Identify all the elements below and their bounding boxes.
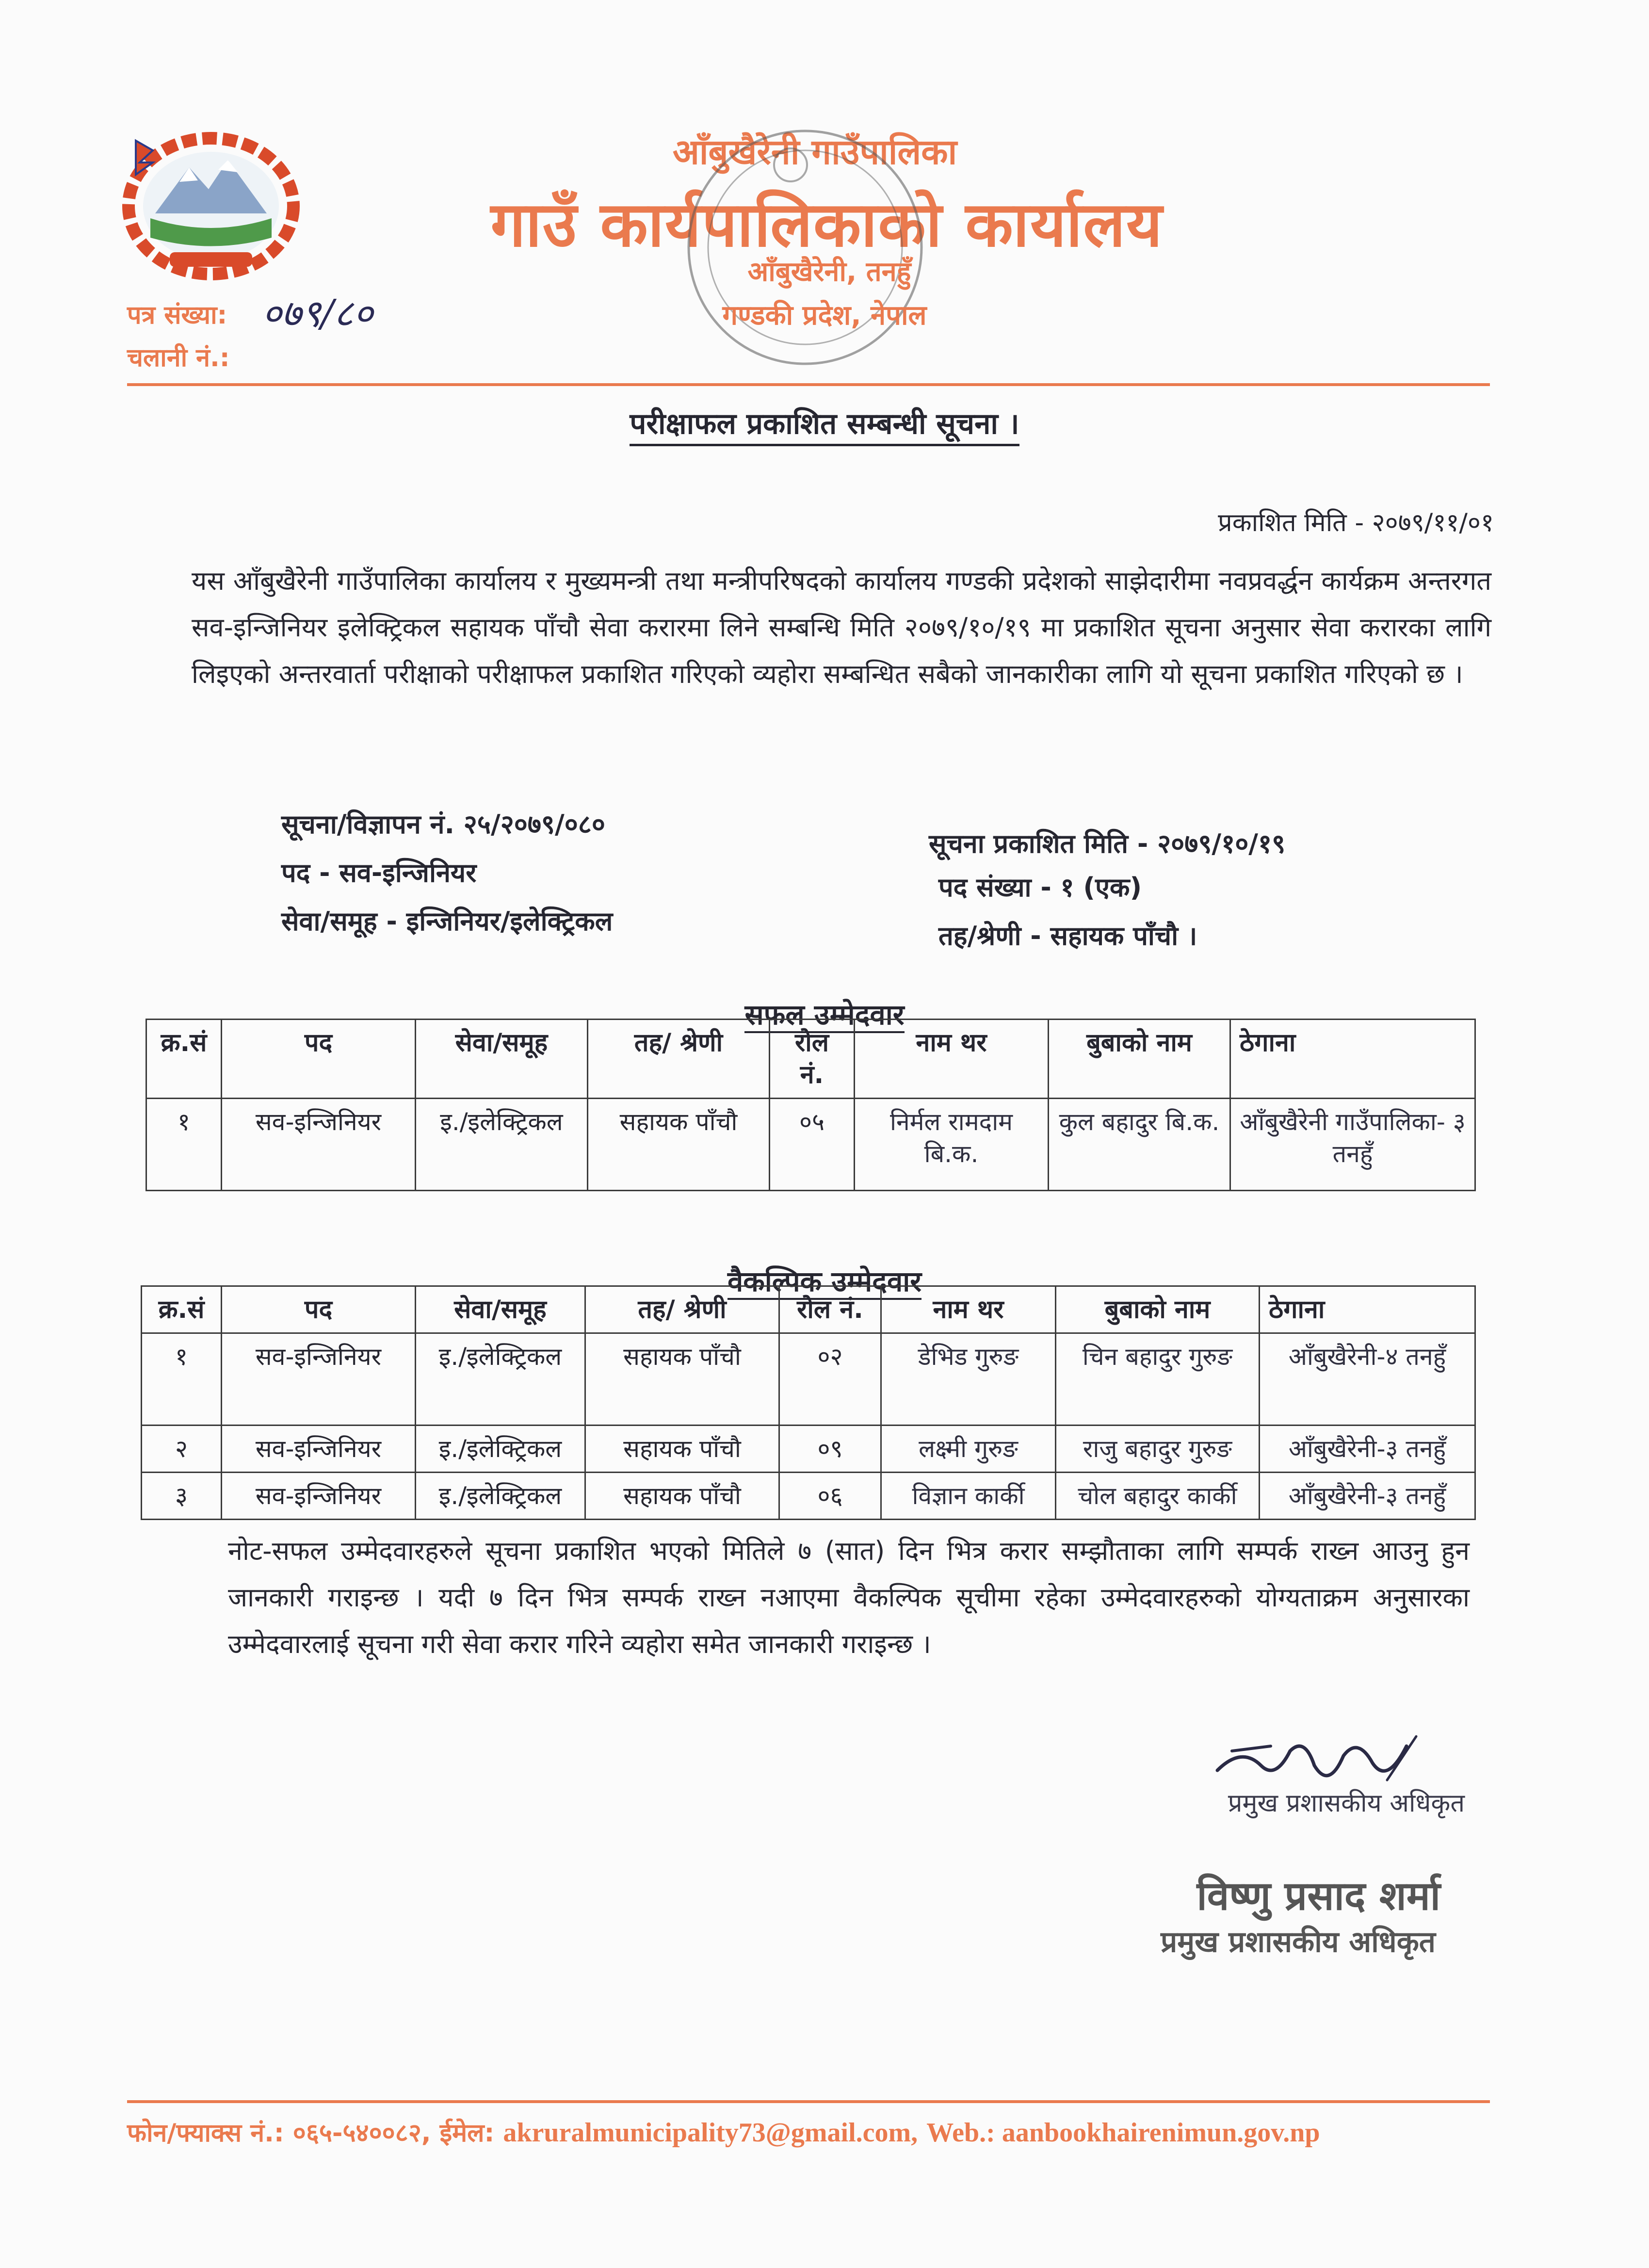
cell-father: चोल बहादुर कार्की [1056, 1473, 1260, 1520]
col-header-father: बुबाको नाम [1056, 1286, 1260, 1333]
cell-post: सव-इन्जिनियर [222, 1426, 416, 1473]
successful-candidates-table [146, 1019, 1476, 1191]
signatory-name: विष्णु प्रसाद शर्मा [1196, 1873, 1440, 1919]
office-title: गाउँ कार्यपालिकाको कार्यालय [490, 189, 1164, 261]
cell-sn: १ [142, 1333, 222, 1426]
successful-table-title: सफल उम्मेदवार [630, 994, 1018, 1033]
col-header-post: पद [222, 1020, 416, 1099]
office-stamp-icon [669, 121, 941, 373]
col-header-address: ठेगाना [1260, 1286, 1475, 1333]
col-header-sn: क्र.सं [142, 1286, 222, 1333]
table-header-row [146, 1020, 1475, 1099]
cell-roll: ०५ [770, 1099, 855, 1191]
footer-phone: फोन/फ्याक्स नं.: ०६५-५४००८२, ईमेल: [127, 2119, 495, 2148]
notice-date: सूचना प्रकाशित मिति - २०७९/१०/१९ [929, 828, 1286, 859]
table-row [142, 1473, 1475, 1520]
cell-address: आँबुखैरेनी-३ तनहुँ [1260, 1426, 1475, 1473]
cell-father: चिन बहादुर गुरुङ [1056, 1333, 1260, 1426]
table-row [142, 1426, 1475, 1473]
cell-post: सव-इन्जिनियर [222, 1099, 416, 1191]
ref-no-value: ०७९/८० [262, 292, 373, 336]
notice-subject: परीक्षाफल प्रकाशित सम्बन्धी सूचना । [0, 403, 1649, 442]
col-header-address: ठेगाना [1230, 1020, 1475, 1099]
cell-address: आँबुखैरेनी-३ तनहुँ [1260, 1473, 1475, 1520]
cell-roll: ०६ [779, 1473, 881, 1520]
ad-number: सूचना/विज्ञापन नं. २५/२०७९/०८० [281, 809, 605, 840]
cell-post: सव-इन्जिनियर [222, 1473, 416, 1520]
alternate-candidates-table [141, 1285, 1476, 1520]
footer-divider [127, 2100, 1490, 2103]
table-row [146, 1099, 1475, 1191]
cell-service: इ./इलेक्ट्रिकल [416, 1473, 585, 1520]
level: तह/श्रेणी - सहायक पाँचौ । [938, 921, 1197, 951]
cell-father: कुल बहादुर बि.क. [1049, 1099, 1230, 1191]
col-header-father: बुबाको नाम [1049, 1020, 1230, 1099]
post-name: पद - सव-इन्जिनियर [281, 858, 477, 888]
cell-address: आँबुखैरेनी गाउँपालिका- ३ तनहुँ [1230, 1099, 1475, 1191]
col-header-level: तह/ श्रेणी [585, 1286, 779, 1333]
header-divider [127, 383, 1490, 386]
cell-service: इ./इलेक्ट्रिकल [416, 1333, 585, 1426]
cell-sn: २ [142, 1426, 222, 1473]
cell-sn: १ [146, 1099, 222, 1191]
alternate-table-title: वैकल्पिक उम्मेदवार [582, 1261, 1067, 1299]
cell-name: लक्ष्मी गुरुङ [881, 1426, 1056, 1473]
note-paragraph: नोट-सफल उम्मेदवारहरुले सूचना प्रकाशित भएको मितिले ७ (सात) दिन भित्र करार सम्झौताका लागि सम्पर्क राख्न आउनु हुन जानकारी गराइन्छ । यदी ७ दिन भित्र सम्पर्क राख्न नआएमा वैकल्पिक सूचीमा रहेका उम्मेदवारहरुको योग्यताक्रम अनुसारका उम्मेदवारलाई सूचना गरी सेवा करार गरिने व्यहोरा समेत जानकारी गराइन्छ । [228, 1536, 1470, 1659]
published-date: प्रकाशित मिति - २०७९/११/०१ [1218, 508, 1494, 537]
cell-level: सहायक पाँचौ [585, 1473, 779, 1520]
cell-address: आँबुखैरेनी-४ तनहुँ [1260, 1333, 1475, 1426]
col-header-post: पद [222, 1286, 416, 1333]
col-header-name: नाम थर [855, 1020, 1049, 1099]
municipality-name: आँबुखैरेनी गाउँपालिका [672, 131, 957, 172]
signatory-handwritten-title: प्रमुख प्रशासकीय अधिकृत [1228, 1789, 1465, 1818]
signatory-title: प्रमुख प्रशासकीय अधिकृत [1161, 1925, 1436, 1959]
col-header-service: सेवा/समूह [416, 1020, 588, 1099]
cell-name: डेभिड गुरुङ [881, 1333, 1056, 1426]
footer-email: akruralmunicipality73@gmail.com, [503, 2118, 918, 2148]
table-header-row [142, 1286, 1475, 1333]
address-line-2: गण्डकी प्रदेश, नेपाल [722, 300, 927, 331]
footer-web: Web.: aanbookhairenimun.gov.np [926, 2118, 1320, 2148]
body-paragraph: यस आँबुखैरेनी गाउँपालिका कार्यालय र मुख्यमन्त्री तथा मन्त्रीपरिषदको कार्यालय गण्डकी प्रदेशको साझेदारीमा नवप्रवर्द्धन कार्यक्रम अन्तरगत सव-इन्जिनियर इलेक्ट्रिकल सहायक पाँचौ सेवा करारमा लिने सम्बन्धि मिति २०७९/१०/१९ मा प्रकाशित सूचना अनुसार सेवा करारका लागि लिइएको अन्तरवार्ता परीक्षाको परीक्षाफल प्रकाशित गरिएको व्यहोरा सम्बन्धित सबैको जानकारीका लागि यो सूचना प्रकाशित गरिएको छ । [192, 566, 1491, 689]
col-header-service: सेवा/समूह [416, 1286, 585, 1333]
ref-no-label: पत्र संख्या: [127, 301, 227, 330]
cell-service: इ./इलेक्ट्रिकल [416, 1426, 585, 1473]
col-header-name: नाम थर [881, 1286, 1056, 1333]
cell-name: विज्ञान कार्की [881, 1473, 1056, 1520]
post-count: पद संख्या - १ (एक) [938, 872, 1142, 903]
footer-contact [127, 2115, 1504, 2149]
col-header-roll: रोल नं. [779, 1286, 881, 1333]
dispatch-no-label: चलानी नं.: [127, 343, 230, 373]
cell-father: राजु बहादुर गुरुङ [1056, 1426, 1260, 1473]
table-row [142, 1333, 1475, 1426]
cell-level: सहायक पाँचौ [588, 1099, 770, 1191]
cell-post: सव-इन्जिनियर [222, 1333, 416, 1426]
cell-roll: ०२ [779, 1333, 881, 1426]
cell-name: निर्मल रामदाम बि.क. [855, 1099, 1049, 1191]
service-group: सेवा/समूह - इन्जिनियर/इलेक्ट्रिकल [281, 906, 613, 937]
cell-sn: ३ [142, 1473, 222, 1520]
address-line-1: आँबुखैरेनी, तनहुँ [747, 256, 911, 288]
nepal-emblem-icon [116, 121, 306, 281]
col-header-sn: क्र.सं [146, 1020, 222, 1099]
cell-level: सहायक पाँचौ [585, 1426, 779, 1473]
col-header-level: तह/ श्रेणी [588, 1020, 770, 1099]
cell-level: सहायक पाँचौ [585, 1333, 779, 1426]
cell-roll: ०९ [779, 1426, 881, 1473]
cell-service: इ./इलेक्ट्रिकल [416, 1099, 588, 1191]
col-header-roll: रोल नं. [770, 1020, 855, 1099]
